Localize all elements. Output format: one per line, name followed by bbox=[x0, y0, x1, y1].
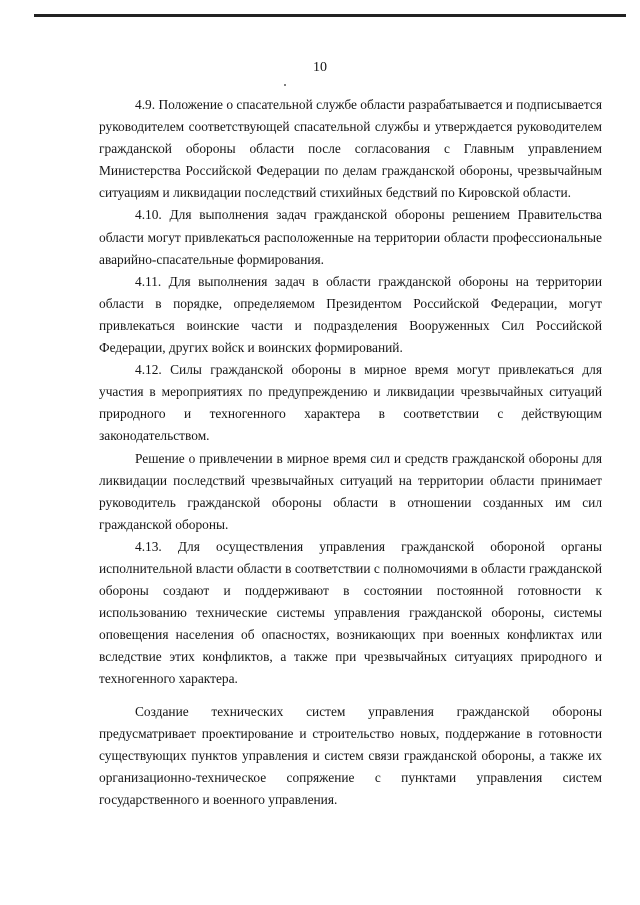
scan-speck bbox=[284, 84, 286, 86]
page-number: 10 bbox=[313, 60, 327, 75]
paragraph-4-13: 4.13. Для осуществления управления гражданской обороной органы исполнительной власти области в соответствии с полномочиями в области гражданской обороны создают и поддерживают в состоянии постоянной готовности к использованию технические системы управления гражданской обороны, системы оповещения населения об опасностях, возникающих при военных конфликтах или вследствие этих конфликтов, а также при чрезвычайных ситуациях природного и техногенного характера. bbox=[99, 538, 602, 687]
paragraph-4-10: 4.10. Для выполнения задач гражданской обороны решением Правительства области могут привлекаться расположенные на территории области профессиональные аварийно-спасательные формирования. bbox=[99, 207, 602, 267]
header-rule bbox=[34, 14, 626, 17]
paragraph-4-9: 4.9. Положение о спасательной службе области разрабатывается и подписывается руководителем соответствующей спасательной службы и утверждается руководителем гражданской обороны области после согласования с Главным управлением Министерства Российской Федерации по делам гражданской обороны, чрезвычайным ситуациям и ликвидации последствий стихийных бедствий по Кировской области. bbox=[99, 97, 602, 201]
paragraph-4-12: 4.12. Силы гражданской обороны в мирное время могут привлекаться для участия в мероприятиях по предупреждению и ликвидации чрезвычайных ситуаций природного и техногенного характера в соответствии с действующим законодательством. bbox=[99, 362, 602, 444]
document-body bbox=[99, 94, 602, 811]
paragraph-4-12-decision: Решение о привлечении в мирное время сил и средств гражданской обороны для ликвидации последствий чрезвычайных ситуаций на территории области принимает руководитель гражданской обороны области в отношении созданных им сил гражданской обороны. bbox=[99, 450, 602, 532]
paragraph-4-11: 4.11. Для выполнения задач в области гражданской обороны на территории области в порядке, определяемом Президентом Российской Федерации, могут привлекаться воинские части и подразделения Вооруженных Сил Российской Федерации, других войск и воинских формирований. bbox=[99, 273, 602, 356]
paragraph-4-13-systems: Создание технических систем управления гражданской обороны предусматривает проектирование и строительство новых, поддержание в готовности существующих пунктов управления и систем связи гражданской обороны, а также их организационно-техническое сопряжение с пунктами управления систем государственного и военного управления. bbox=[99, 703, 602, 807]
